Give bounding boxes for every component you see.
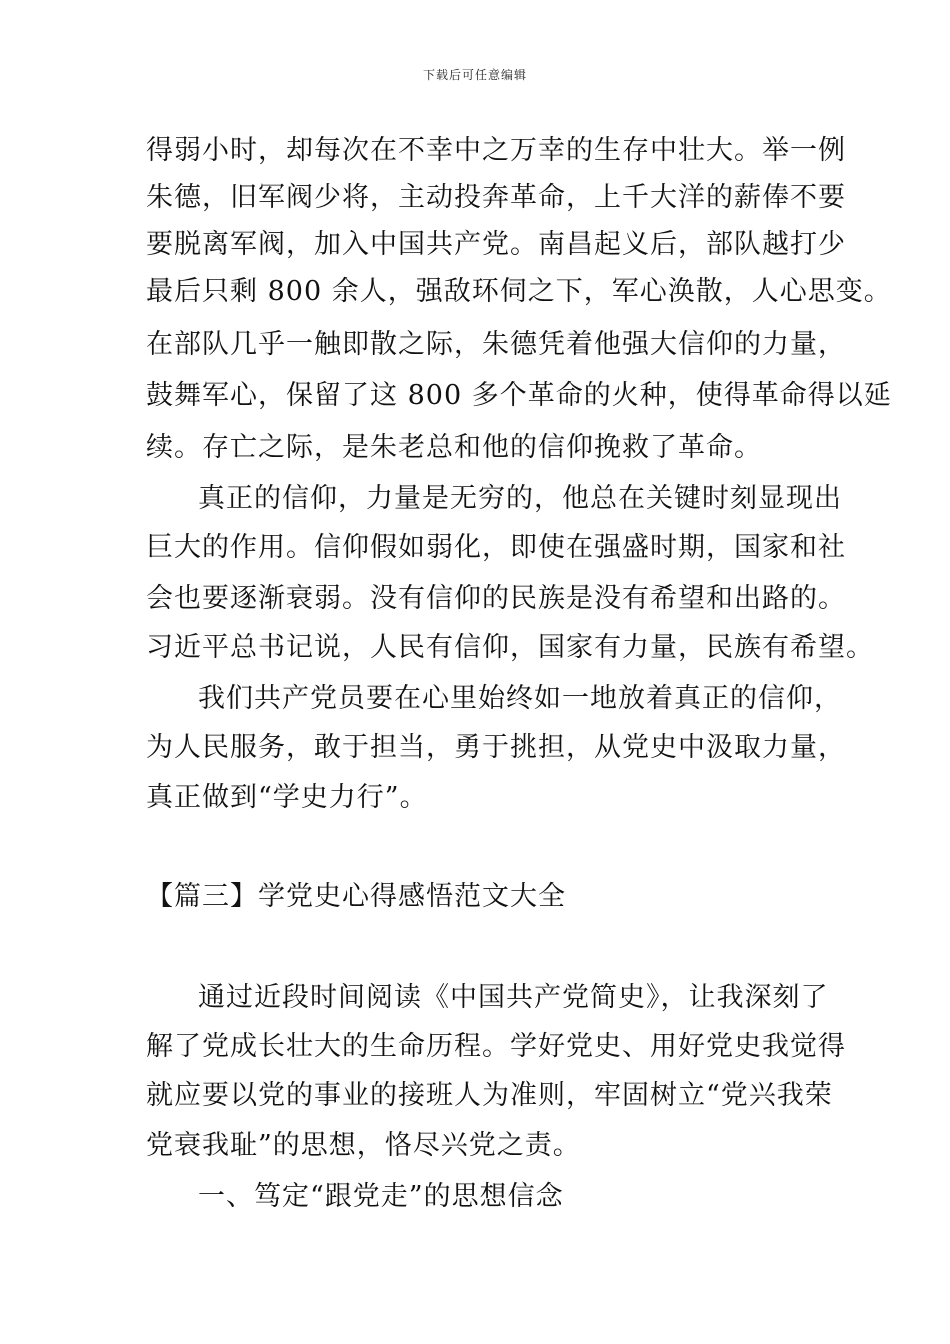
text-line: 习近平总书记说，人民有信仰，国家有力量，民族有希望。 <box>146 632 874 663</box>
text-line: 为人民服务，敢于担当，勇于挑担，从党史中汲取力量， <box>146 732 846 763</box>
text-line: 巨大的作用。信仰假如弱化，即使在强盛时期，国家和社 <box>146 532 846 563</box>
text-line: 会也要逐渐衰弱。没有信仰的民族是没有希望和出路的。 <box>146 583 846 614</box>
text-line: 我们共产党员要在心里始终如一地放着真正的信仰， <box>198 683 842 714</box>
subheading: 一、笃定“跟党走”的思想信念 <box>198 1181 564 1212</box>
text-line: 鼓舞军心，保留了这 800 多个革命的火种，使得革命得以延 <box>146 380 892 411</box>
text-line: 在部队几乎一触即散之际，朱德凭着他强大信仰的力量， <box>146 329 846 360</box>
page-header: 下载后可任意编辑 <box>422 68 527 82</box>
text-line: 要脱离军阀，加入中国共产党。南昌起义后，部队越打少 <box>146 229 846 260</box>
text-line: 最后只剩 800 余人，强敌环伺之下，军心涣散，人心思变。 <box>146 276 892 307</box>
text-line: 就应要以党的事业的接班人为准则，牢固树立“党兴我荣 <box>146 1080 833 1111</box>
text-line: 真正的信仰，力量是无穷的，他总在关键时刻显现出 <box>198 483 842 514</box>
text-line: 解了党成长壮大的生命历程。学好党史、用好党史我觉得 <box>146 1031 846 1062</box>
text-line: 得弱小时，却每次在不幸中之万幸的生存中壮大。举一例 <box>146 135 846 166</box>
section-heading: 【篇三】学党史心得感悟范文大全 <box>146 881 566 912</box>
text-line: 通过近段时间阅读《中国共产党简史》，让我深刻了 <box>198 982 829 1013</box>
text-line: 续。存亡之际，是朱老总和他的信仰挽救了革命。 <box>146 432 762 463</box>
text-line: 朱德，旧军阀少将，主动投奔革命，上千大洋的薪俸不要 <box>146 182 846 213</box>
text-line: 真正做到“学史力行”。 <box>146 782 428 813</box>
text-line: 党衰我耻”的思想，恪尽兴党之责。 <box>146 1130 581 1161</box>
